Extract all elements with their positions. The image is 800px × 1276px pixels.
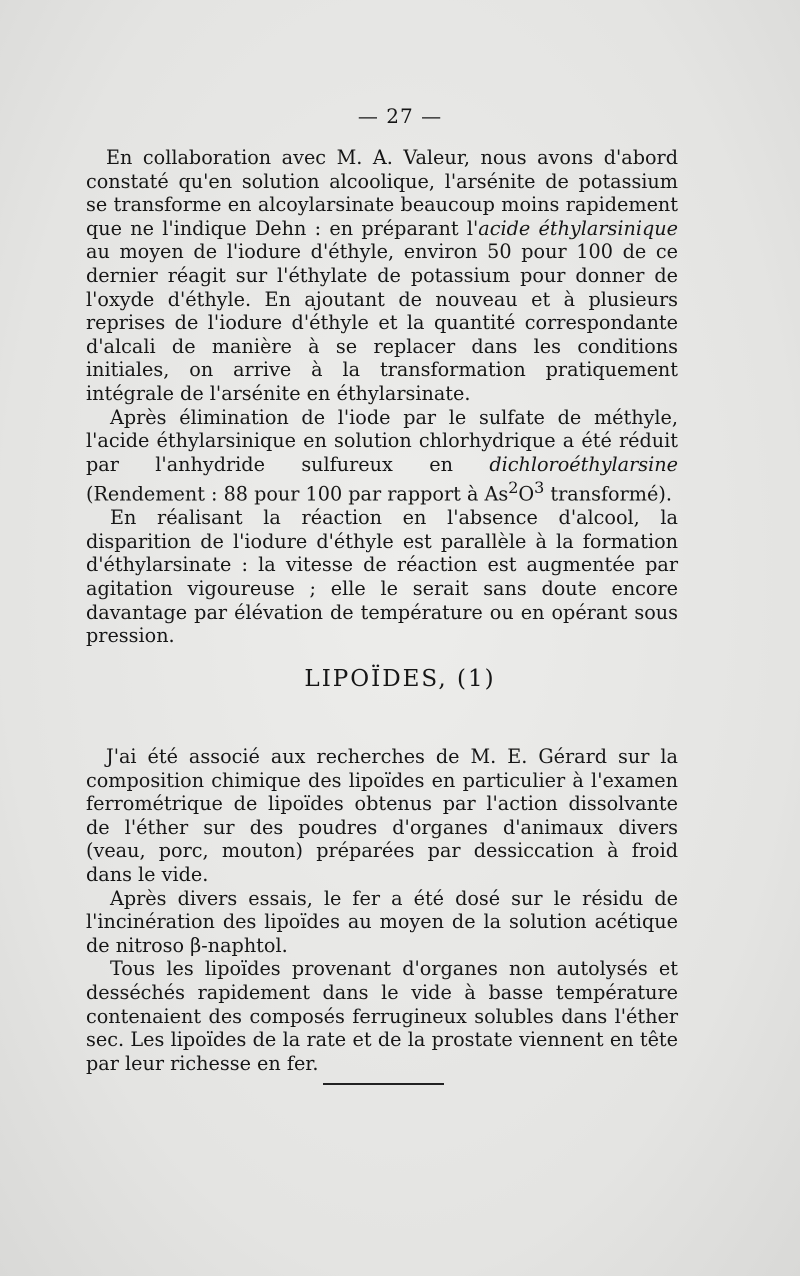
page-number: — 27 — (357, 104, 443, 128)
paragraph (86, 146, 678, 406)
text-run: transformé). (544, 482, 672, 506)
paragraph: En réalisant la réaction en l'absence d'alcool, la disparition de l'iodure d'éthyle est parallèle à la formation d'éthylarsinate : la vitesse de réaction est augmentée par agitation vigoureuse ; elle le serait sans doute encore davantage par élévation de température ou en opérant sous pression. (86, 506, 678, 648)
text-run: Après élimination de l'iode par le sulfate de méthyle, l'acide éthylarsinique en solution chlorhydrique a été réduit par l'anhydride sulfureux en (86, 405, 678, 476)
end-rule (323, 1083, 444, 1085)
paragraph: Tous les lipoïdes provenant d'organes non autolysés et desséchés rapidement dans le vide à basse température contenaient des composés ferrugineux solubles dans l'éther sec. Les lipoïdes de la rate et de la prostate viennent en tête par leur richesse en fer. (86, 957, 678, 1075)
paragraph: J'ai été associé aux recherches de M. E. Gérard sur la composition chimique des lipoïdes en particulier à l'examen ferrométrique de lipoïdes obtenus par l'action dissolvante de l'éther sur des poudres d'organes d'animaux divers (veau, porc, mouton) préparées par dessiccation à froid dans le vide. (86, 745, 678, 886)
italic-term: acide éthylarsinique (478, 216, 678, 240)
text-run: En collaboration avec M. A. Valeur, nous avons d'abord constaté qu'en solution alcoolique, l'arsénite de potassium se transforme en alcoylarsinate beaucoup moins rapidement que ne l'indique Dehn : en préparant l' (86, 146, 678, 240)
section-heading: LIPOÏDES, (1) (304, 666, 496, 692)
text-run: au moyen de l'iodure d'éthyle, environ 50 pour 100 de ce dernier réagit sur l'éthylate de potassium pour donner de l'oxyde d'éthyle. En ajoutant de nouveau et à plusieurs reprises de l'iodure d'éthyle et la quantité correspondante d'alcali de manière à se replacer dans les conditions initiales, on arrive à la transformation pratiquement intégrale de l'arsénite en éthylarsinate. (86, 240, 678, 405)
italic-term: dichloroéthylarsine (489, 452, 678, 476)
section-arsenic-text (86, 146, 678, 648)
superscript: 2 (508, 478, 519, 498)
section-lipoides-text (86, 745, 678, 1075)
text-run: O (518, 482, 535, 506)
paragraph (86, 406, 678, 507)
paragraph: Après divers essais, le fer a été dosé sur le résidu de l'incinération des lipoïdes au moyen de la solution acétique de nitroso β-naphtol. (86, 886, 678, 957)
text-run: (Rendement : 88 pour 100 par rapport à As (86, 482, 509, 506)
superscript: 3 (534, 478, 545, 498)
